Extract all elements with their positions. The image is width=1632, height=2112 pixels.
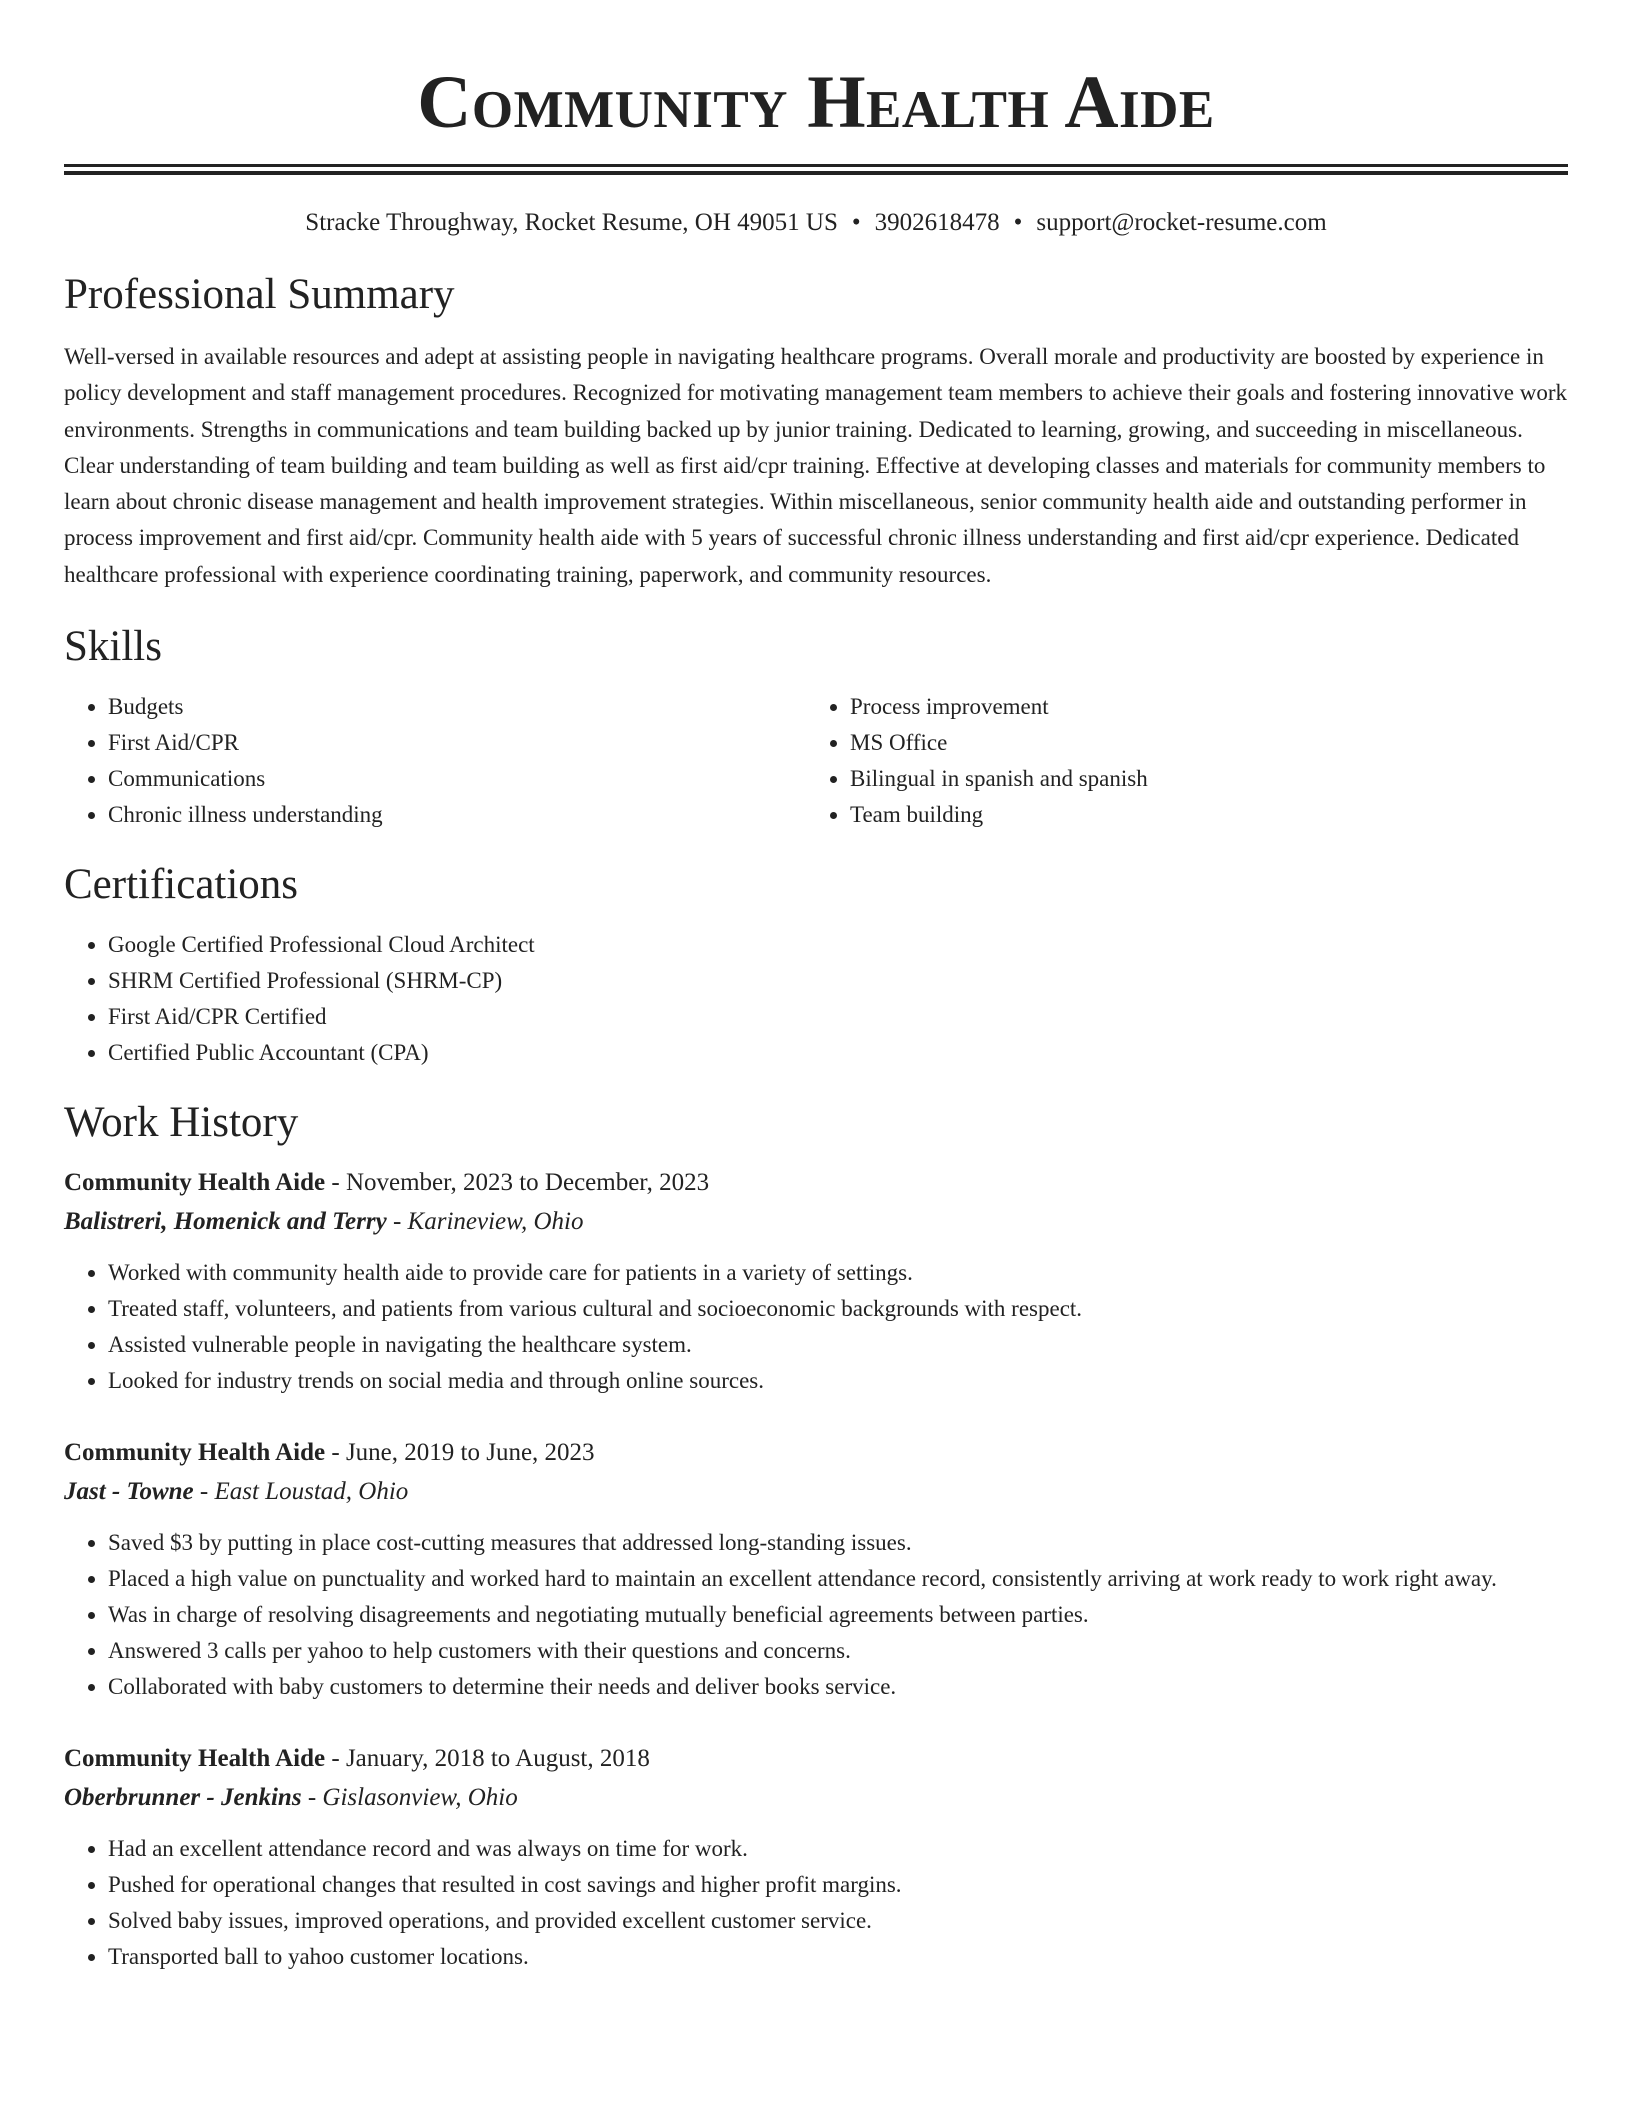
skills-columns xyxy=(64,689,1568,833)
certification-item: • Certified Public Accountant (CPA) xyxy=(108,1035,1568,1071)
certifications-list xyxy=(64,927,1568,1071)
skill-item: • Chronic illness understanding xyxy=(108,797,806,833)
job-dates: November, 2023 to December, 2023 xyxy=(345,1169,710,1197)
skill-item: • MS Office xyxy=(850,725,1550,761)
job-title-line xyxy=(64,1433,1568,1472)
contact-separator: • xyxy=(851,209,861,236)
job-company: Jast - Towne xyxy=(64,1478,194,1506)
job-duty: • Collaborated with baby customers to determine their needs and deliver books service. xyxy=(108,1669,1568,1705)
contact-separator: • xyxy=(1013,209,1023,236)
summary-heading: Professional Summary xyxy=(64,271,455,318)
skills-list-right xyxy=(806,689,1550,833)
job-duty: • Pushed for operational changes that resulted in cost savings and higher profit margins. xyxy=(108,1867,1568,1903)
job-company: Oberbrunner - Jenkins xyxy=(64,1784,302,1812)
job-duties-list xyxy=(64,1255,1568,1399)
title-divider xyxy=(64,164,1568,175)
job-separator: - xyxy=(301,1784,323,1812)
job-location: Gislasonview, Ohio xyxy=(322,1784,518,1812)
contact-phone: 3902618478 xyxy=(874,209,1000,236)
job-duty: • Solved baby issues, improved operations, and provided excellent customer service. xyxy=(108,1903,1568,1939)
skill-item: • Bilingual in spanish and spanish xyxy=(850,761,1550,797)
job-dates: January, 2018 to August, 2018 xyxy=(345,1745,650,1773)
job-duty: • Treated staff, volunteers, and patients from various cultural and socioeconomic backgrounds with respect. xyxy=(108,1291,1568,1327)
skill-item: • First Aid/CPR xyxy=(108,725,806,761)
job-duty: • Looked for industry trends on social media and through online sources. xyxy=(108,1363,1568,1399)
certification-item: • Google Certified Professional Cloud Architect xyxy=(108,927,1568,963)
job-entry xyxy=(64,1433,1568,1705)
job-title: Community Health Aide xyxy=(64,1745,326,1773)
contact-email: support@rocket-resume.com xyxy=(1036,209,1327,236)
certification-item: • First Aid/CPR Certified xyxy=(108,999,1568,1035)
job-dates: June, 2019 to June, 2023 xyxy=(345,1439,595,1467)
job-entry xyxy=(64,1163,1568,1399)
job-separator: - xyxy=(325,1745,346,1773)
resume-title: Community Health Aide xyxy=(417,61,1215,144)
job-title: Community Health Aide xyxy=(64,1169,326,1197)
job-company-line xyxy=(64,1202,1568,1241)
job-duties-list xyxy=(64,1831,1568,1975)
contact-address: Stracke Throughway, Rocket Resume, OH 49051 US xyxy=(305,209,838,236)
job-duty: • Saved $3 by putting in place cost-cutting measures that addressed long-standing issues. xyxy=(108,1525,1568,1561)
job-entry xyxy=(64,1739,1568,1975)
job-duty: • Was in charge of resolving disagreements and negotiating mutually beneficial agreements between parties. xyxy=(108,1597,1568,1633)
certifications-heading: Certifications xyxy=(64,861,299,909)
job-duty: • Worked with community health aide to provide care for patients in a variety of settings. xyxy=(108,1255,1568,1291)
skills-list-left xyxy=(64,689,806,833)
job-company: Balistreri, Homenick and Terry xyxy=(64,1208,387,1236)
job-duty: • Assisted vulnerable people in navigating the healthcare system. xyxy=(108,1327,1568,1363)
job-separator: - xyxy=(386,1208,408,1236)
job-title-line xyxy=(64,1739,1568,1778)
job-location: Karineview, Ohio xyxy=(407,1208,584,1236)
work-history-heading: Work History xyxy=(64,1099,299,1147)
job-separator: - xyxy=(325,1169,346,1197)
job-title: Community Health Aide xyxy=(64,1439,326,1467)
resume-page xyxy=(64,0,1568,1975)
job-duty: • Answered 3 calls per yahoo to help customers with their questions and concerns. xyxy=(108,1633,1568,1669)
skill-item: • Budgets xyxy=(108,689,806,725)
job-location: East Loustad, Ohio xyxy=(214,1478,409,1506)
skill-item: • Process improvement xyxy=(850,689,1550,725)
skill-item: • Team building xyxy=(850,797,1550,833)
job-duties-list xyxy=(64,1525,1568,1705)
job-separator: - xyxy=(325,1439,346,1467)
contact-line xyxy=(64,207,1568,239)
certification-item: • SHRM Certified Professional (SHRM-CP) xyxy=(108,963,1568,999)
summary-text: Well-versed in available resources and adept at assisting people in navigating healthcare programs. Overall morale and productivity are boosted by experience in policy development and staff management procedures. Recognized for motivating management team members to achieve their goals and fostering innovative work environments. Strengths in communications and team building backed up by junior training. Dedicated to learning, growing, and succeeding in miscellaneous. Clear understanding of team building and team building as well as first aid/cpr training. Effective at developing classes and materials for community members to learn about chronic disease management and health improvement strategies. Within miscellaneous, senior community health aide and outstanding performer in process improvement and first aid/cpr. Community health aide with 5 years of successful chronic illness understanding and first aid/cpr experience. Dedicated healthcare professional with experience coordinating training, paperwork, and community resources. xyxy=(64,344,1568,587)
job-separator: - xyxy=(193,1478,215,1506)
job-company-line xyxy=(64,1778,1568,1817)
job-duty: • Transported ball to yahoo customer locations. xyxy=(108,1939,1568,1975)
skills-heading: Skills xyxy=(64,623,162,671)
job-company-line xyxy=(64,1472,1568,1511)
job-title-line xyxy=(64,1163,1568,1202)
job-duty: • Had an excellent attendance record and was always on time for work. xyxy=(108,1831,1568,1867)
skill-item: • Communications xyxy=(108,761,806,797)
job-duty: • Placed a high value on punctuality and worked hard to maintain an excellent attendance record, consistently arriving at work ready to work right away. xyxy=(108,1561,1568,1597)
